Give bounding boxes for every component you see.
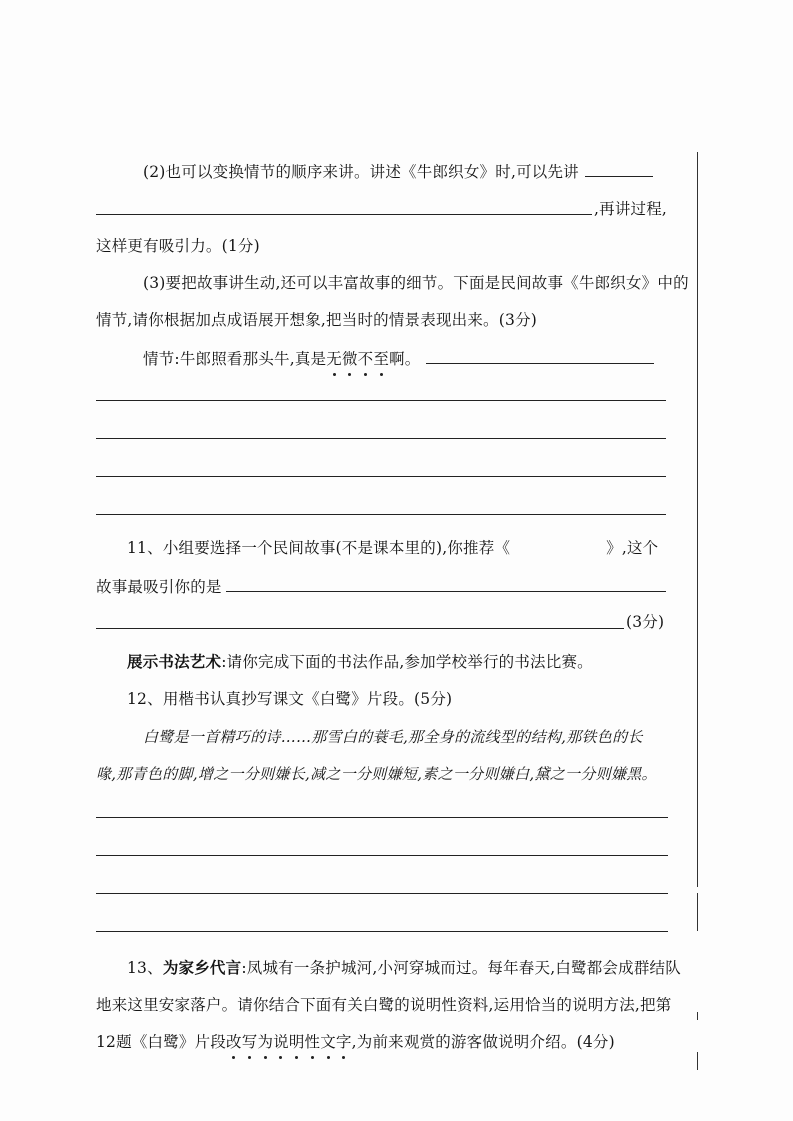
passage-line1: 白鹭是一首精巧的诗……那雪白的蓑毛,那全身的流线型的结构,那铁色的长 [143,728,643,746]
dotted-char: 为 [257,1033,274,1051]
dotted-char: 写 [241,1033,258,1051]
q10-part3-line2: 情节,请你根据加点成语展开想象,把当时的情景表现出来。(3分) [96,311,538,329]
calligraphy-section: 展示书法艺术:请你完成下面的书法作品,参加学校举行的书法比赛。 [127,652,593,671]
q11-line1: 11、小组要选择一个民间故事(不是课本里的),你推荐《 》,这个 [127,539,659,557]
q10-part3-line1: (3)要把故事讲生动,还可以丰富故事的细节。下面是民间故事《牛郎织女》中的 [143,274,689,292]
writing-line[interactable] [96,817,668,818]
answer-line[interactable] [96,476,666,477]
answer-line[interactable] [96,438,666,439]
writing-line[interactable] [96,893,668,894]
q11-score: (3分) [626,613,665,631]
answer-blank[interactable] [226,577,666,592]
q11-line2: 故事最吸引你的是 [96,577,666,597]
writing-line[interactable] [96,855,668,856]
binding-mark [697,1052,698,1070]
answer-line[interactable] [96,628,624,629]
q13-line2: 地来这里安家落户。请你结合下面有关白鹭的说明性资料,运用恰当的说明方法,把第 [96,996,672,1014]
dotted-char: 微 [341,350,358,368]
answer-line[interactable] [96,400,666,401]
answer-blank[interactable] [585,162,653,177]
plot-line: 情节:牛郎照看那头牛,真是无微不至啊。 [143,349,654,369]
dotted-char: 字 [335,1033,352,1051]
dotted-char: 不 [357,350,374,368]
q10-part2-line3: 这样更有吸引力。(1分) [96,237,260,255]
dotted-char: 至 [373,350,390,368]
binding-mark [697,1012,698,1020]
q10-part2-line2-tail: ,再讲过程, [594,200,668,218]
passage-line2: 喙,那青色的脚,增之一分则嫌长,减之一分则嫌短,素之一分则嫌白,黛之一分则嫌黑。 [96,765,657,783]
dotted-char: 文 [320,1033,336,1051]
answer-line[interactable] [96,514,666,515]
dotted-char: 无 [326,350,342,368]
answer-blank[interactable] [426,349,654,364]
dotted-char: 改 [226,1033,242,1051]
q13-line3: 12题《白鹭》片段改写为说明性文字,为前来观赏的游客做说明介绍。(4分) [96,1033,615,1051]
dotted-char: 明 [288,1033,305,1051]
dotted-char: 性 [304,1033,321,1051]
q10-part2-line1: (2)也可以变换情节的顺序来讲。讲述《牛郎织女》时,可以先讲 [143,162,653,182]
q12-title: 12、用楷书认真抄写课文《白鹭》片段。(5分) [127,690,453,708]
binding-line [697,152,698,887]
writing-line[interactable] [96,931,668,932]
q13-line1: 13、为家乡代言:凤城有一条护城河,小河穿城而过。每年春天,白鹭都会成群结队 [127,958,681,977]
answer-line[interactable] [96,214,592,215]
binding-line [697,893,698,931]
dotted-char: 说 [273,1033,289,1051]
